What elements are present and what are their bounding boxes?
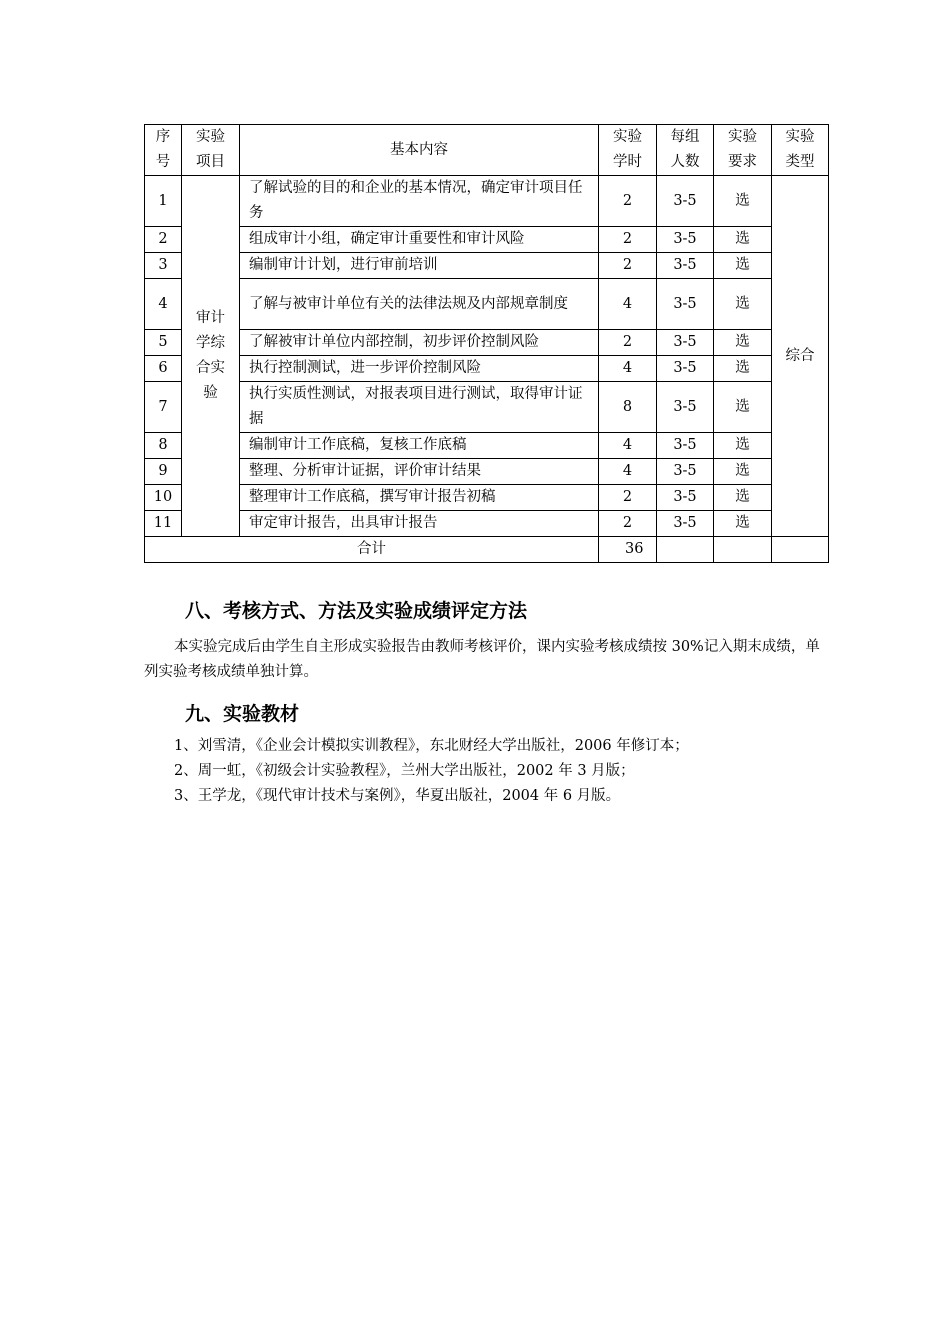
- table-row: [145, 176, 829, 227]
- table-header-row: [145, 125, 829, 176]
- cell-group-size: 3-5: [657, 459, 714, 485]
- table-row: [145, 485, 829, 511]
- header-hours: 实验 学时: [599, 125, 657, 176]
- cell-content: 执行控制测试，进一步评价控制风险: [240, 356, 599, 382]
- header-project: 实验 项目: [182, 125, 240, 176]
- cell-group-size: 3-5: [657, 485, 714, 511]
- cell-seq: 9: [145, 459, 182, 485]
- cell-group-size: 3-5: [657, 176, 714, 227]
- cell-requirement: 选: [714, 330, 772, 356]
- cell-seq: 1: [145, 176, 182, 227]
- header-requirement: 实验 要求: [714, 125, 772, 176]
- cell-content: 组成审计小组，确定审计重要性和审计风险: [240, 227, 599, 253]
- table-row: [145, 459, 829, 485]
- cell-group-size: 3-5: [657, 330, 714, 356]
- section-8-body: 本实验完成后由学生自主形成实验报告由教师考核评价，课内实验考核成绩按 30%记入期末成绩，单列实验考核成绩单独计算。: [144, 639, 820, 680]
- cell-empty: [772, 537, 829, 563]
- cell-content: 审定审计报告，出具审计报告: [240, 511, 599, 537]
- cell-project-name: 审计 学综 合实 验: [182, 176, 240, 537]
- table-row: [145, 279, 829, 330]
- cell-hours: 4: [599, 279, 657, 330]
- cell-requirement: 选: [714, 227, 772, 253]
- cell-seq: 5: [145, 330, 182, 356]
- cell-content: 了解试验的目的和企业的基本情况，确定审计项目任务: [240, 176, 599, 227]
- header-group-size: 每组 人数: [657, 125, 714, 176]
- cell-content: 了解与被审计单位有关的法律法规及内部规章制度: [240, 279, 599, 330]
- cell-hours: 2: [599, 227, 657, 253]
- cell-hours: 4: [599, 459, 657, 485]
- cell-group-size: 3-5: [657, 253, 714, 279]
- list-item: 3、王学龙，《现代审计技术与案例》，华夏出版社，2004 年 6 月版。: [174, 788, 621, 804]
- cell-content: 编制审计计划，进行审前培训: [240, 253, 599, 279]
- cell-content: 整理、分析审计证据，评价审计结果: [240, 459, 599, 485]
- cell-hours: 2: [599, 330, 657, 356]
- table-row: [145, 227, 829, 253]
- cell-type: 综合: [772, 176, 829, 537]
- cell-total-label: 合计: [145, 537, 599, 563]
- experiment-table: [144, 124, 829, 563]
- cell-seq: 7: [145, 382, 182, 433]
- cell-hours: 2: [599, 176, 657, 227]
- cell-hours: 4: [599, 356, 657, 382]
- cell-content: 编制审计工作底稿，复核工作底稿: [240, 433, 599, 459]
- cell-group-size: 3-5: [657, 279, 714, 330]
- cell-seq: 2: [145, 227, 182, 253]
- cell-requirement: 选: [714, 485, 772, 511]
- cell-content: 整理审计工作底稿，撰写审计报告初稿: [240, 485, 599, 511]
- cell-content: 执行实质性测试，对报表项目进行测试，取得审计证据: [240, 382, 599, 433]
- cell-requirement: 选: [714, 511, 772, 537]
- cell-group-size: 3-5: [657, 356, 714, 382]
- cell-requirement: 选: [714, 176, 772, 227]
- cell-requirement: 选: [714, 459, 772, 485]
- cell-seq: 4: [145, 279, 182, 330]
- cell-seq: 8: [145, 433, 182, 459]
- cell-seq: 3: [145, 253, 182, 279]
- cell-hours: 2: [599, 253, 657, 279]
- cell-requirement: 选: [714, 279, 772, 330]
- cell-hours: 8: [599, 382, 657, 433]
- cell-requirement: 选: [714, 382, 772, 433]
- table-total-row: [145, 537, 829, 563]
- section-9-title: 九、实验教材: [185, 703, 300, 725]
- table-row: [145, 253, 829, 279]
- cell-group-size: 3-5: [657, 511, 714, 537]
- cell-requirement: 选: [714, 433, 772, 459]
- cell-content: 了解被审计单位内部控制，初步评价控制风险: [240, 330, 599, 356]
- reference-list: [174, 734, 689, 809]
- cell-seq: 10: [145, 485, 182, 511]
- list-item: 1、刘雪清，《企业会计模拟实训教程》，东北财经大学出版社，2006 年修订本；: [174, 738, 689, 754]
- table-row: [145, 330, 829, 356]
- section-8-title: 八、考核方式、方法及实验成绩评定方法: [185, 600, 528, 622]
- table-row: [145, 356, 829, 382]
- header-content: 基本内容: [240, 125, 599, 176]
- cell-seq: 11: [145, 511, 182, 537]
- cell-group-size: 3-5: [657, 227, 714, 253]
- cell-group-size: 3-5: [657, 382, 714, 433]
- cell-hours: 4: [599, 433, 657, 459]
- cell-hours: 2: [599, 511, 657, 537]
- cell-requirement: 选: [714, 253, 772, 279]
- cell-empty: [657, 537, 714, 563]
- table-row: [145, 382, 829, 433]
- cell-total-hours: 36: [599, 537, 657, 563]
- cell-empty: [714, 537, 772, 563]
- list-item: 2、周一虹，《初级会计实验教程》，兰州大学出版社，2002 年 3 月版；: [174, 763, 635, 779]
- header-seq: 序 号: [145, 125, 182, 176]
- cell-group-size: 3-5: [657, 433, 714, 459]
- cell-hours: 2: [599, 485, 657, 511]
- table-row: [145, 511, 829, 537]
- cell-requirement: 选: [714, 356, 772, 382]
- header-type: 实验 类型: [772, 125, 829, 176]
- cell-seq: 6: [145, 356, 182, 382]
- table-row: [145, 433, 829, 459]
